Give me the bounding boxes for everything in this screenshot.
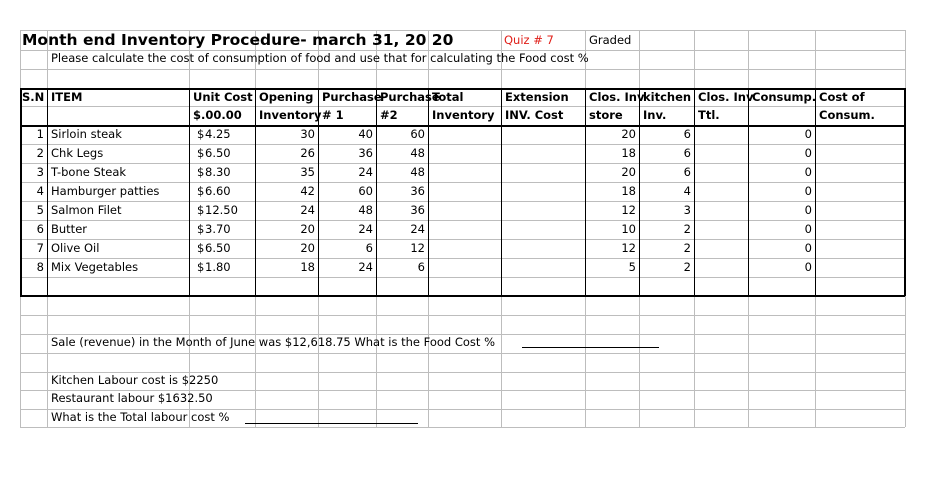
- header-purchase-2-number[interactable]: #2: [380, 108, 398, 122]
- header-extension[interactable]: Extension: [505, 90, 569, 104]
- header-unit-cost[interactable]: Unit Cost: [193, 90, 253, 104]
- grid-row-line: [20, 315, 905, 316]
- row-unit-cost[interactable]: 4.25: [205, 127, 231, 141]
- graded-label[interactable]: Graded: [589, 33, 632, 47]
- table-col-divider: [501, 88, 502, 296]
- row-closing-store[interactable]: 10: [621, 222, 636, 236]
- grid-row-line: [20, 427, 905, 428]
- row-sn[interactable]: 1: [36, 127, 44, 141]
- row-unit-cost[interactable]: 6.50: [205, 241, 231, 255]
- table-border: [20, 295, 905, 297]
- header-purchase-2[interactable]: Purchase: [380, 90, 440, 104]
- row-kitchen-inv[interactable]: 4: [683, 184, 691, 198]
- instruction-text[interactable]: Please calculate the cost of consumption of food and use that for calculating the Food cost %: [51, 51, 589, 65]
- row-consumption[interactable]: 0: [804, 146, 812, 160]
- row-unit-cost[interactable]: 8.30: [205, 165, 231, 179]
- row-opening-inventory[interactable]: 18: [300, 260, 315, 274]
- row-consumption[interactable]: 0: [804, 127, 812, 141]
- row-item[interactable]: T-bone Steak: [51, 165, 127, 179]
- row-currency[interactable]: $: [197, 222, 205, 236]
- row-kitchen-inv[interactable]: 6: [683, 146, 691, 160]
- row-purchase-1[interactable]: 24: [358, 222, 373, 236]
- row-unit-cost[interactable]: 6.60: [205, 184, 231, 198]
- row-kitchen-inv[interactable]: 3: [683, 203, 691, 217]
- restaurant-labour-text[interactable]: Restaurant labour $1632.50: [51, 391, 213, 405]
- table-col-divider: [189, 88, 190, 296]
- row-purchase-2[interactable]: 24: [410, 222, 425, 236]
- header-consumption[interactable]: Consump.: [752, 90, 817, 104]
- kitchen-labour-text[interactable]: Kitchen Labour cost is $2250: [51, 373, 219, 387]
- row-item[interactable]: Hamburger patties: [51, 184, 160, 198]
- row-opening-inventory[interactable]: 24: [300, 203, 315, 217]
- row-sn[interactable]: 5: [36, 203, 44, 217]
- header-purchase-1[interactable]: Purchase: [322, 90, 382, 104]
- row-purchase-2[interactable]: 6: [417, 260, 425, 274]
- row-consumption[interactable]: 0: [804, 184, 812, 198]
- table-col-divider: [694, 88, 695, 296]
- row-purchase-1[interactable]: 36: [358, 146, 373, 160]
- grid-row-line: [20, 277, 905, 278]
- row-closing-store[interactable]: 12: [621, 203, 636, 217]
- row-item[interactable]: Salmon Filet: [51, 203, 122, 217]
- row-opening-inventory[interactable]: 20: [300, 222, 315, 236]
- row-kitchen-inv[interactable]: 2: [683, 260, 691, 274]
- row-item[interactable]: Chk Legs: [51, 146, 104, 160]
- row-unit-cost[interactable]: 1.80: [205, 260, 231, 274]
- header-consumption-2[interactable]: Consum.: [819, 108, 875, 122]
- header-opening[interactable]: Opening: [259, 90, 314, 104]
- table-col-divider: [428, 88, 429, 296]
- header-cost-of-consumption[interactable]: Cost of: [819, 90, 865, 104]
- table-border: [904, 88, 906, 296]
- header-kitchen[interactable]: kitchen: [643, 90, 692, 104]
- row-currency[interactable]: $: [197, 203, 205, 217]
- row-sn[interactable]: 8: [36, 260, 44, 274]
- row-purchase-2[interactable]: 48: [410, 165, 425, 179]
- row-purchase-1[interactable]: 24: [358, 165, 373, 179]
- sale-answer-line[interactable]: [522, 347, 659, 348]
- row-closing-store[interactable]: 18: [621, 184, 636, 198]
- row-consumption[interactable]: 0: [804, 165, 812, 179]
- row-unit-cost[interactable]: 3.70: [205, 222, 231, 236]
- row-sn[interactable]: 4: [36, 184, 44, 198]
- row-purchase-1[interactable]: 60: [358, 184, 373, 198]
- row-sn[interactable]: 7: [36, 241, 44, 255]
- header-total-short[interactable]: Ttl.: [698, 108, 720, 122]
- table-col-divider: [47, 88, 48, 296]
- row-currency[interactable]: $: [197, 127, 205, 141]
- quiz-label[interactable]: Quiz # 7: [504, 33, 554, 47]
- header-clos-inv-store[interactable]: Clos. Inv: [589, 90, 645, 104]
- row-kitchen-inv[interactable]: 2: [683, 241, 691, 255]
- row-closing-store[interactable]: 20: [621, 165, 636, 179]
- header-total-inventory[interactable]: Inventory: [432, 108, 495, 122]
- header-total[interactable]: Total: [432, 90, 464, 104]
- row-item[interactable]: Mix Vegetables: [51, 260, 139, 274]
- row-unit-cost[interactable]: 6.50: [205, 146, 231, 160]
- row-purchase-2[interactable]: 36: [410, 203, 425, 217]
- grid-row-line: [20, 353, 905, 354]
- row-purchase-1[interactable]: 40: [358, 127, 373, 141]
- row-opening-inventory[interactable]: 30: [300, 127, 315, 141]
- sheet-title[interactable]: Month end Inventory Procedure- march 31, 20 20: [22, 31, 454, 49]
- row-currency[interactable]: $: [197, 184, 205, 198]
- row-item[interactable]: Butter: [51, 222, 87, 236]
- row-kitchen-inv[interactable]: 2: [683, 222, 691, 236]
- grid-row-line: [20, 69, 905, 70]
- row-opening-inventory[interactable]: 42: [300, 184, 315, 198]
- row-currency[interactable]: $: [197, 165, 205, 179]
- row-currency[interactable]: $: [197, 260, 205, 274]
- table-col-divider: [815, 88, 816, 296]
- labour-answer-line[interactable]: [245, 423, 418, 424]
- row-currency[interactable]: $: [197, 241, 205, 255]
- row-purchase-2[interactable]: 48: [410, 146, 425, 160]
- row-purchase-2[interactable]: 36: [410, 184, 425, 198]
- row-closing-store[interactable]: 12: [621, 241, 636, 255]
- row-consumption[interactable]: 0: [804, 241, 812, 255]
- row-closing-store[interactable]: 18: [621, 146, 636, 160]
- row-purchase-1[interactable]: 48: [358, 203, 373, 217]
- row-purchase-2[interactable]: 12: [410, 241, 425, 255]
- row-sn[interactable]: 6: [36, 222, 44, 236]
- row-unit-cost[interactable]: 12.50: [205, 203, 238, 217]
- row-item[interactable]: Olive Oil: [51, 241, 100, 255]
- row-consumption[interactable]: 0: [804, 222, 812, 236]
- header-opening-inventory[interactable]: Inventory: [259, 108, 322, 122]
- row-currency[interactable]: $: [197, 146, 205, 160]
- row-kitchen-inv[interactable]: 6: [683, 165, 691, 179]
- row-opening-inventory[interactable]: 35: [300, 165, 315, 179]
- row-closing-store[interactable]: 20: [621, 127, 636, 141]
- row-kitchen-inv[interactable]: 6: [683, 127, 691, 141]
- row-sn[interactable]: 2: [36, 146, 44, 160]
- row-purchase-1[interactable]: 6: [365, 241, 373, 255]
- header-store[interactable]: store: [589, 108, 623, 122]
- row-purchase-2[interactable]: 60: [410, 127, 425, 141]
- row-sn[interactable]: 3: [36, 165, 44, 179]
- header-sn[interactable]: S.N: [22, 90, 45, 104]
- header-purchase-1-number[interactable]: # 1: [322, 108, 344, 122]
- row-consumption[interactable]: 0: [804, 203, 812, 217]
- row-consumption[interactable]: 0: [804, 260, 812, 274]
- row-opening-inventory[interactable]: 26: [300, 146, 315, 160]
- row-opening-inventory[interactable]: 20: [300, 241, 315, 255]
- header-unit-cost-format[interactable]: $.00.00: [193, 108, 242, 122]
- header-inv-cost[interactable]: INV. Cost: [505, 108, 564, 122]
- header-clos-inv-total[interactable]: Clos. Inv: [698, 90, 754, 104]
- labour-question[interactable]: What is the Total labour cost %: [51, 410, 230, 424]
- row-closing-store[interactable]: 5: [628, 260, 636, 274]
- sale-question[interactable]: Sale (revenue) in the Month of June was $12,618.75 What is the Food Cost %: [51, 335, 496, 349]
- header-kitchen-inv[interactable]: Inv.: [643, 108, 667, 122]
- row-item[interactable]: Sirloin steak: [51, 127, 122, 141]
- row-purchase-1[interactable]: 24: [358, 260, 373, 274]
- header-item[interactable]: ITEM: [51, 90, 83, 104]
